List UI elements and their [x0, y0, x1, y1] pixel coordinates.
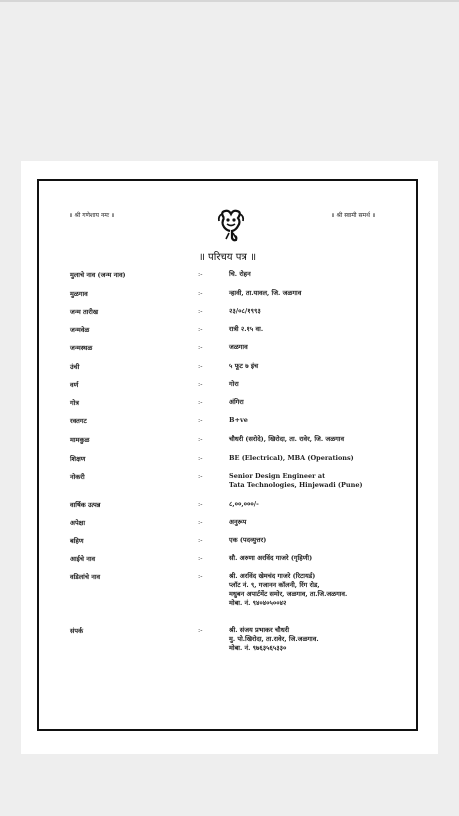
right-invocation: ॥ श्री स्वामी समर्थ ॥ — [331, 212, 376, 219]
field-value — [229, 435, 414, 444]
field-value-line: जळगाव — [229, 343, 248, 351]
field-label: मुलाचे नाव (जन्म नाव) — [70, 271, 126, 279]
field-label: मुळगाव — [70, 290, 88, 298]
field-value-line: अनुरूप — [229, 518, 247, 526]
field-value — [229, 536, 414, 545]
field-label: रक्तगट — [70, 417, 87, 425]
field-value-line: मु. पो.खिरोदा, ता.रावेर, जि.जळगाव. — [229, 635, 319, 643]
field-separator: :- — [198, 380, 203, 388]
field-label: गोत्र — [70, 399, 79, 407]
field-value-line: मोबा. नं. ९४०४०५००४२ — [229, 599, 287, 607]
field-separator: :- — [198, 518, 203, 526]
field-separator: :- — [198, 307, 203, 315]
field-separator: :- — [198, 472, 203, 480]
top-status-bar — [0, 0, 459, 2]
field-value — [229, 454, 414, 463]
field-separator: :- — [198, 289, 203, 297]
field-value — [229, 472, 414, 490]
field-separator: :- — [198, 343, 203, 351]
field-value-line: २३/०८/१९९३ — [229, 307, 261, 315]
field-value-line: सौ. अरुणा अरविंद गाजरे (गृहिणी) — [229, 554, 313, 562]
field-value — [229, 398, 414, 407]
field-value-line: मधुबन अपार्टमेंट समोर, जळगाव, ता.जि.जळगाव. — [229, 590, 348, 598]
field-label: जन्म तारीख — [70, 308, 99, 316]
field-value — [229, 343, 414, 352]
field-label: शिक्षण — [70, 455, 86, 463]
field-label: वर्ण — [70, 381, 79, 389]
field-label: जन्मवेळ — [70, 326, 90, 334]
field-label: संपर्क — [70, 627, 84, 635]
field-label: आईचे नाव — [70, 555, 96, 563]
field-value-line: रात्री २.१५ वा. — [229, 325, 264, 333]
field-label: उंची — [70, 363, 80, 371]
field-label: वडिलांचे नाव — [70, 573, 101, 581]
field-value — [229, 270, 414, 279]
field-label: नोकरी — [70, 473, 85, 481]
field-value-line: चौधरी (सरोदे), खिरोदा, ता. रावेर, जि. जळगाव — [229, 435, 345, 443]
field-value-line: Tata Technologies, Hinjewadi (Pune) — [229, 481, 363, 489]
field-separator: :- — [198, 554, 203, 562]
left-invocation: ॥ श्री गणेशाय नमः ॥ — [69, 212, 115, 219]
field-value-line: BE (Electrical), MBA (Operations) — [229, 454, 354, 462]
field-separator: :- — [198, 572, 203, 580]
field-value-line: गोरा — [229, 380, 239, 388]
field-value-line: न्हावी, ता.यावल, जि. जळगाव — [229, 289, 302, 297]
field-label: जन्मस्थळ — [70, 344, 93, 352]
field-separator: :- — [198, 435, 203, 443]
field-separator: :- — [198, 325, 203, 333]
field-value-line: चि. रोहन — [229, 270, 251, 278]
field-separator: :- — [198, 416, 203, 424]
field-value — [229, 362, 414, 371]
field-separator: :- — [198, 500, 203, 508]
field-label: अपेक्षा — [70, 519, 86, 527]
field-value-line: ५ फूट ७ इंच — [229, 362, 259, 370]
field-separator: :- — [198, 270, 203, 278]
field-label: मामकुळ — [70, 436, 90, 444]
field-value-line: अंगिरा — [229, 398, 244, 406]
field-value — [229, 500, 414, 509]
document-border — [37, 179, 418, 731]
document-title: ॥ परिचय पत्र ॥ — [198, 252, 257, 263]
field-value-line: श्री. अरविंद खेमचंद गाजरे (रिटायर्ड) — [229, 572, 316, 580]
field-separator: :- — [198, 626, 203, 634]
field-value — [229, 289, 414, 298]
field-value — [229, 626, 414, 653]
field-separator: :- — [198, 536, 203, 544]
field-value — [229, 380, 414, 389]
field-value-line: Senior Design Engineer at — [229, 472, 326, 480]
field-value — [229, 416, 414, 425]
field-value-line: श्री. संजय प्रभाकर चौधरी — [229, 626, 290, 634]
field-separator: :- — [198, 362, 203, 370]
field-separator: :- — [198, 454, 203, 462]
field-label: वार्षिक उत्पन्न — [70, 501, 101, 509]
field-value — [229, 554, 414, 563]
field-value-line: प्लॉट नं. ९, गजानन कॉलनी, रिंग रोड, — [229, 581, 320, 589]
field-value-line: मोबा. नं. ९७६३५६५३३० — [229, 644, 287, 652]
field-value — [229, 307, 414, 316]
field-value-line: एक (पदव्युत्तर) — [229, 536, 267, 544]
field-value-line: B+ve — [229, 416, 248, 424]
field-value — [229, 518, 414, 527]
field-value — [229, 572, 414, 608]
document-page — [21, 161, 438, 754]
field-separator: :- — [198, 398, 203, 406]
field-label: बहिण — [70, 537, 84, 545]
field-value — [229, 325, 414, 334]
field-value-line: ८,००,०००/- — [229, 500, 259, 508]
profile-fields — [39, 181, 416, 729]
